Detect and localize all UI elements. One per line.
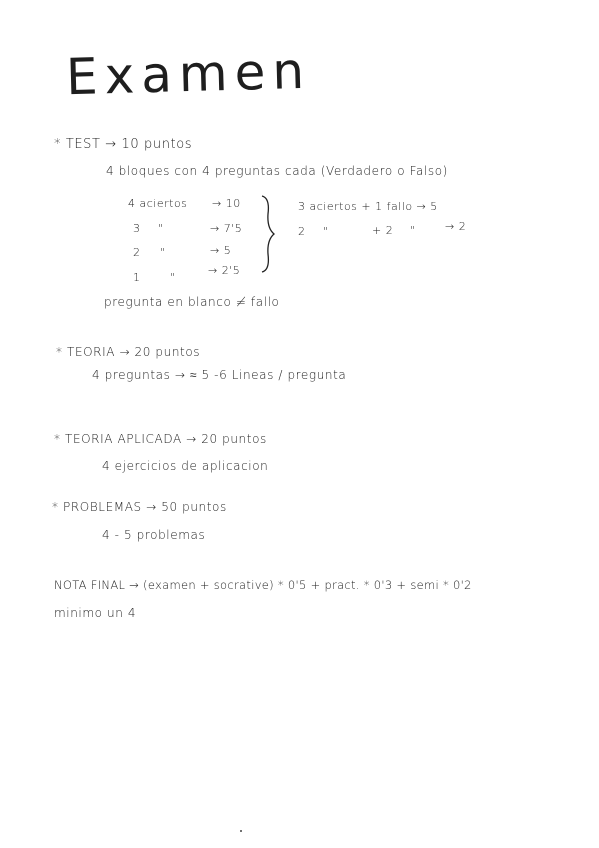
score-value-3: → 5 [210, 244, 232, 257]
score-ditto-3: " [160, 246, 166, 259]
minimo-note: minimo un 4 [54, 606, 137, 620]
score-value-2: → 7'5 [210, 222, 243, 235]
teoria-aplicada-heading: * TEORIA APLICADA → 20 puntos [54, 432, 267, 446]
page-dot [240, 830, 242, 832]
teoria-heading: * TEORIA → 20 puntos [56, 345, 201, 359]
rule-three-one: 3 aciertos + 1 fallo → 5 [298, 200, 438, 213]
page-title: Examen [65, 41, 312, 107]
rule-two-b: " [323, 225, 329, 238]
test-detail: 4 bloques con 4 preguntas cada (Verdadero o Falso) [106, 164, 448, 178]
rule-two-a: 2 [298, 225, 306, 238]
score-label-2: 3 [133, 222, 141, 235]
score-label-1: 4 aciertos [128, 197, 188, 210]
score-label-3: 2 [133, 246, 141, 259]
score-value-4: → 2'5 [208, 264, 241, 277]
problemas-heading: * PROBLEMAS → 50 puntos [52, 500, 227, 514]
test-heading: * TEST → 10 puntos [54, 137, 193, 152]
problemas-detail: 4 - 5 problemas [102, 528, 206, 542]
blank-not-fail-note: pregunta en blanco ≠ fallo [104, 295, 280, 309]
teoria-detail: 4 preguntas → ≈ 5 -6 Lineas / pregunta [92, 368, 347, 382]
score-label-4: 1 [133, 271, 141, 284]
nota-final-formula: NOTA FINAL → (examen + socrative) * 0'5 + pract. * 0'3 + semi * 0'2 [54, 578, 472, 592]
curly-brace-icon [258, 194, 280, 274]
rule-two-c: + 2 [372, 224, 394, 237]
score-ditto-2: " [158, 222, 164, 235]
score-value-1: → 10 [212, 197, 241, 210]
teoria-aplicada-detail: 4 ejercicios de aplicacion [102, 459, 269, 473]
score-ditto-4: " [170, 271, 176, 284]
rule-two-e: → 2 [445, 220, 467, 233]
rule-two-d: " [410, 224, 416, 237]
